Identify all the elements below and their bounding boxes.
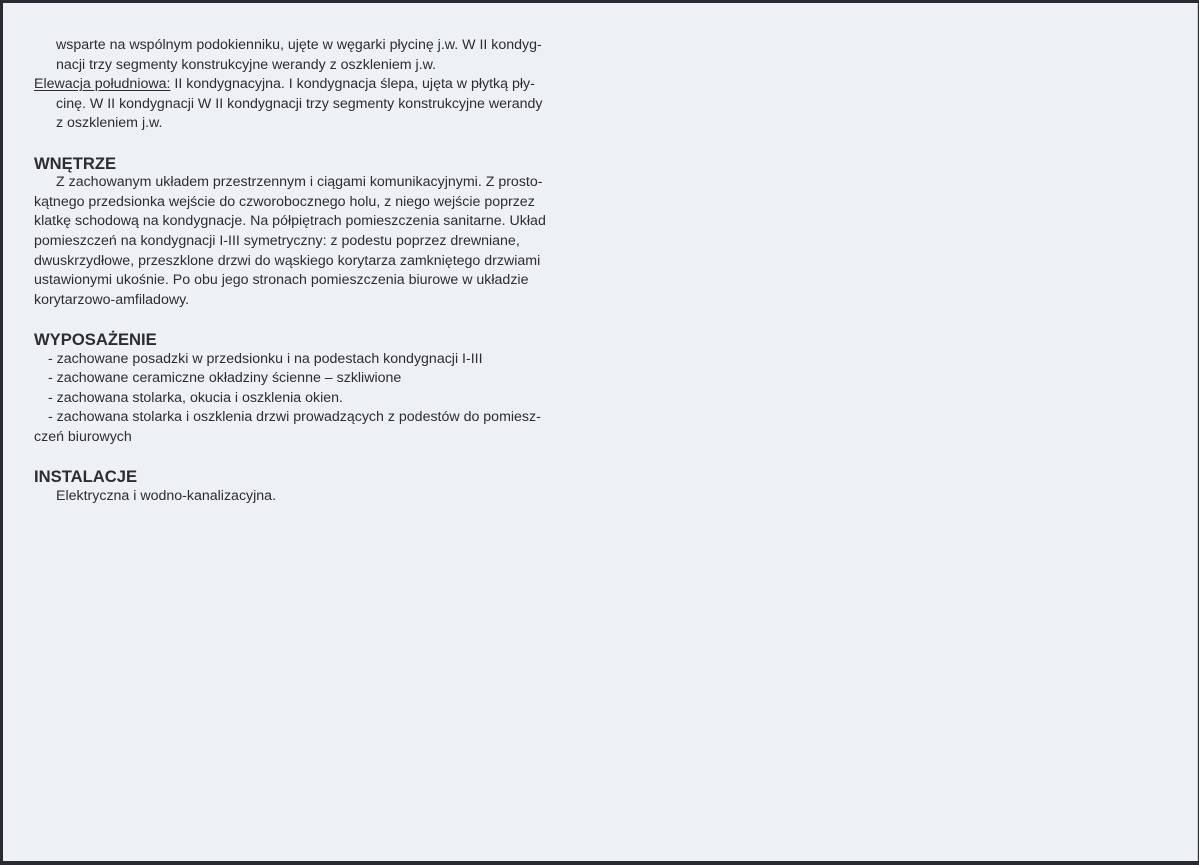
text-line: klatkę schodową na kondygnacje. Na półpiętrach pomieszczenia sanitarne. Układ (34, 213, 546, 230)
intro-paragraph (34, 36, 596, 75)
section-heading-equipment: WYPOSAŻENIE (34, 329, 157, 349)
text-line: dwuskrzydłowe, przeszklone drzwi do wąskiego korytarza zamkniętego drzwiami (34, 252, 541, 269)
south-elevation-label: Elewacja południowa: (34, 76, 171, 93)
spacer (34, 310, 596, 330)
document-body (34, 36, 596, 506)
section-heading-installations: INSTALACJE (34, 467, 138, 487)
text-line: wsparte na wspólnym podokienniku, ujęte w węgarki płycinę j.w. W II kondyg- (56, 37, 542, 53)
text-line: z oszkleniem j.w. (56, 115, 163, 132)
spacer (34, 134, 596, 154)
list-item: - zachowane posadzki w przedsionku i na podestach kondygnacji I-III (48, 350, 483, 367)
text-line: kątnego przedsionka wejście do czworobocznego holu, z niego wejście poprzez (34, 193, 535, 210)
equipment-list (34, 350, 596, 448)
text-line: cinę. W II kondygnacji W II kondygnacji trzy segmenty konstrukcyjne werandy (56, 95, 543, 112)
installations-text: Elektryczna i wodno-kanalizacyjna. (56, 487, 277, 504)
text-line: Z zachowanym układem przestrzennym i ciągami komunikacyjnymi. Z prosto- (56, 174, 543, 191)
interior-paragraph (34, 173, 596, 310)
text-line: pomieszczeń na kondygnacji I-III symetryczny: z podestu poprzez drewniane, (34, 232, 520, 249)
south-elevation-first-line (34, 75, 596, 95)
list-item: - zachowana stolarka, okucia i oszklenia okien. (48, 389, 343, 406)
list-item: - zachowane ceramiczne okładziny ścienne – szkliwione (48, 370, 402, 387)
list-item: - zachowana stolarka i oszklenia drzwi prowadzących z podestów do pomiesz- (48, 409, 541, 426)
list-item-wrap: czeń biurowych (34, 428, 132, 445)
spacer (34, 447, 596, 467)
text-line: nacji trzy segmenty konstrukcyjne werandy z oszkleniem j.w. (56, 56, 437, 73)
south-elevation-paragraph (34, 75, 596, 134)
scanned-page (3, 3, 1198, 861)
text-line: ustawionymi ukośnie. Po obu jego stronach pomieszczenia biurowe w układzie (34, 272, 529, 289)
text-fragment: II kondygnacyjna. I kondygnacja ślepa, ujęta w płytką pły- (170, 76, 535, 93)
text-line: korytarzowo-amfiladowy. (34, 291, 190, 308)
section-heading-interior: WNĘTRZE (34, 153, 117, 173)
